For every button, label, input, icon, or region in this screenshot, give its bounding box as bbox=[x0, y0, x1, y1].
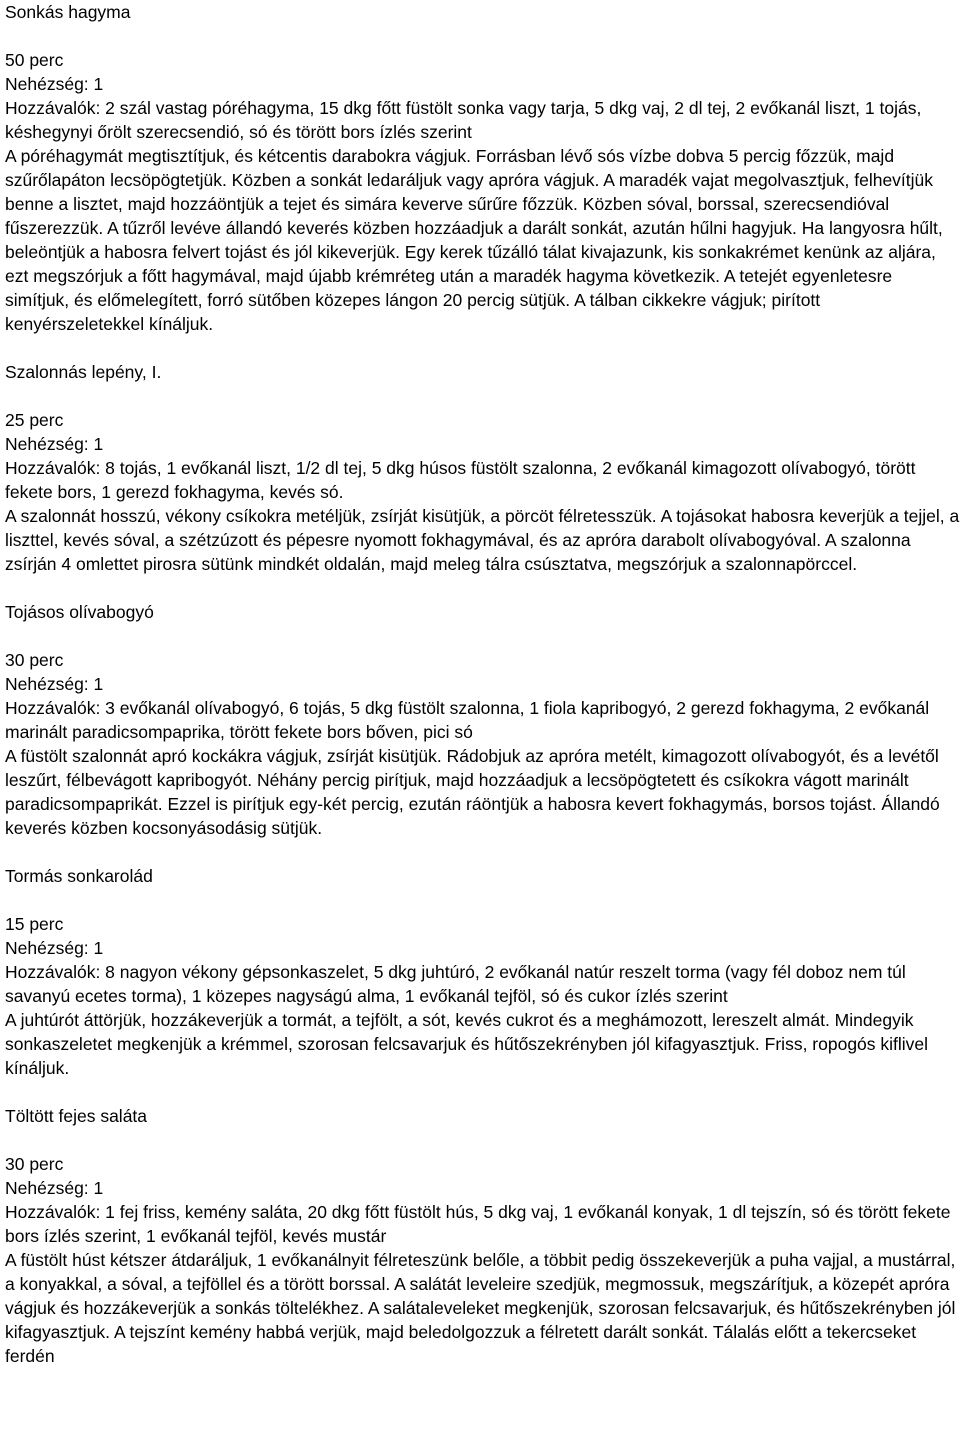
recipe-difficulty: Nehézség: 1 bbox=[5, 938, 104, 958]
recipe-difficulty: Nehézség: 1 bbox=[5, 674, 104, 694]
recipe-title: Tormás sonkarolád bbox=[5, 866, 153, 886]
recipe-ingredients: Hozzávalók: 8 nagyon vékony gépsonkaszelet, 5 dkg juhtúró, 2 evőkanál natúr reszelt torma (vagy fél doboz nem túl savanyú ecetes torma), 1 közepes nagyságú alma, 1 evőkanál tejföl, só és cukor ízlés szerint bbox=[5, 962, 906, 1006]
recipe-method: A szalonnát hosszú, vékony csíkokra metéljük, zsírját kisütjük, a pörcöt félretesszük. A tojásokat habosra keverjük a tejjel, a liszttel, kevés sóval, a szétzúzott és pépesre nyomott fokhagymával, és az apróra darabolt olívabogyóval. A szalonna zsírján 4 omlettet pirosra sütünk mindkét oldalán, majd meleg tálra csúsztatva, megszórjuk a szalonnapörccel. bbox=[5, 506, 960, 574]
recipe-time: 30 perc bbox=[5, 1154, 64, 1174]
recipe-method: A póréhagymát megtisztítjuk, és kétcentis darabokra vágjuk. Forrásban lévő sós vízbe dobva 5 percig főzzük, majd szűrőlapáton lecsöpögtetjük. Közben a sonkát ledaráljuk vagy apróra vágjuk. A maradék vajat megolvasztjuk, felhevítjük benne a lisztet, majd hozzáöntjük a tejet és simára keverve sűrűre főzzük. Közben sóval, borssal, szerecsendióval fűszerezzük. A tűzről levéve állandó keverés közben hozzáadjuk a darált sonkát, azután hűlni hagyjuk. Ha langyosra hűlt, beleöntjük a habosra felvert tojást és jól kikeverjük. Egy kerek tűzálló tálat kivajazunk, kis sonkakrémet kenünk az aljára, ezt megszórjuk a főtt hagymával, majd újabb krémréteg után a maradék hagyma következik. A tetejét egyenletesre simítjuk, és előmelegített, forró sütőben közepes lángon 20 percig sütjük. A tálban cikkekre vágjuk; pirított kenyérszeletekkel kínáljuk. bbox=[5, 146, 943, 334]
recipe-method: A juhtúrót áttörjük, hozzákeverjük a tormát, a tejfölt, a sót, kevés cukrot és a meghámozott, lereszelt almát. Mindegyik sonkaszeletet megkenjük a krémmel, szorosan felcsavarjuk és hűtőszekrényben jól kifagyasztjuk. Friss, ropogós kiflivel kínáljuk. bbox=[5, 1010, 929, 1078]
recipe bbox=[5, 360, 960, 576]
recipe-time: 25 perc bbox=[5, 410, 64, 430]
recipe-ingredients: Hozzávalók: 2 szál vastag póréhagyma, 15 dkg főtt füstölt sonka vagy tarja, 5 dkg vaj, 2 dl tej, 2 evőkanál liszt, 1 tojás, késhegynyi őrölt szerecsendió, só és törött bors ízlés szerint bbox=[5, 98, 922, 142]
recipe-time: 50 perc bbox=[5, 50, 64, 70]
recipe-method: A füstölt húst kétszer átdaráljuk, 1 evőkanálnyit félreteszünk belőle, a többit pedig összekeverjük a puha vajjal, a mustárral, a konyakkal, a sóval, a tejföllel és a törött borssal. A salátát leveleire szedjük, megmossuk, megszárítjuk, a közepét apróra vágjuk és hozzákeverjük a sonkás töltelékhez. A salátaleveleket megkenjük, szorosan felcsavarjuk, és hűtőszekrényben jól kifagyasztjuk. A tejszínt kemény habbá verjük, majd beledolgozzuk a félretett darált sonkát. Tálalás előtt a tekercseket ferdén bbox=[5, 1250, 956, 1366]
recipe bbox=[5, 0, 960, 336]
recipe-difficulty: Nehézség: 1 bbox=[5, 74, 104, 94]
recipe-method: A füstölt szalonnát apró kockákra vágjuk, zsírját kisütjük. Rádobjuk az apróra metélt, kimagozott olívabogyót, és a levétől leszűrt, félbevágott kapribogyót. Néhány percig pirítjuk, majd hozzáadjuk a lecsöpögtetett és csíkokra vágott marinált paradicsompaprikát. Ezzel is pirítjuk egy-két percig, ezután ráöntjük a habosra kevert fokhagymás, borsos tojást. Állandó keverés közben kocsonyásodásig sütjük. bbox=[5, 746, 940, 838]
recipe-ingredients: Hozzávalók: 3 evőkanál olívabogyó, 6 tojás, 5 dkg füstölt szalonna, 1 fiola kapribogyó, 2 gerezd fokhagyma, 2 evőkanál marinált paradicsompaprika, törött fekete bors bőven, pici só bbox=[5, 698, 930, 742]
recipe-difficulty: Nehézség: 1 bbox=[5, 1178, 104, 1198]
recipe-title: Tojásos olívabogyó bbox=[5, 602, 154, 622]
recipe-title: Sonkás hagyma bbox=[5, 2, 131, 22]
recipe-difficulty: Nehézség: 1 bbox=[5, 434, 104, 454]
recipe-title: Töltött fejes saláta bbox=[5, 1106, 148, 1126]
recipe bbox=[5, 600, 960, 840]
recipe bbox=[5, 864, 960, 1080]
recipe-time: 30 perc bbox=[5, 650, 64, 670]
recipe-ingredients: Hozzávalók: 8 tojás, 1 evőkanál liszt, 1/2 dl tej, 5 dkg húsos füstölt szalonna, 2 evőkanál kimagozott olívabogyó, törött fekete bors, 1 gerezd fokhagyma, kevés só. bbox=[5, 458, 916, 502]
recipe-title: Szalonnás lepény, I. bbox=[5, 362, 162, 382]
document-page bbox=[5, 0, 960, 1368]
recipe-time: 15 perc bbox=[5, 914, 64, 934]
recipe bbox=[5, 1104, 960, 1368]
recipe-ingredients: Hozzávalók: 1 fej friss, kemény saláta, 20 dkg főtt füstölt hús, 5 dkg vaj, 1 evőkanál konyak, 1 dl tejszín, só és törött fekete bors ízlés szerint, 1 evőkanál tejföl, kevés mustár bbox=[5, 1202, 951, 1246]
